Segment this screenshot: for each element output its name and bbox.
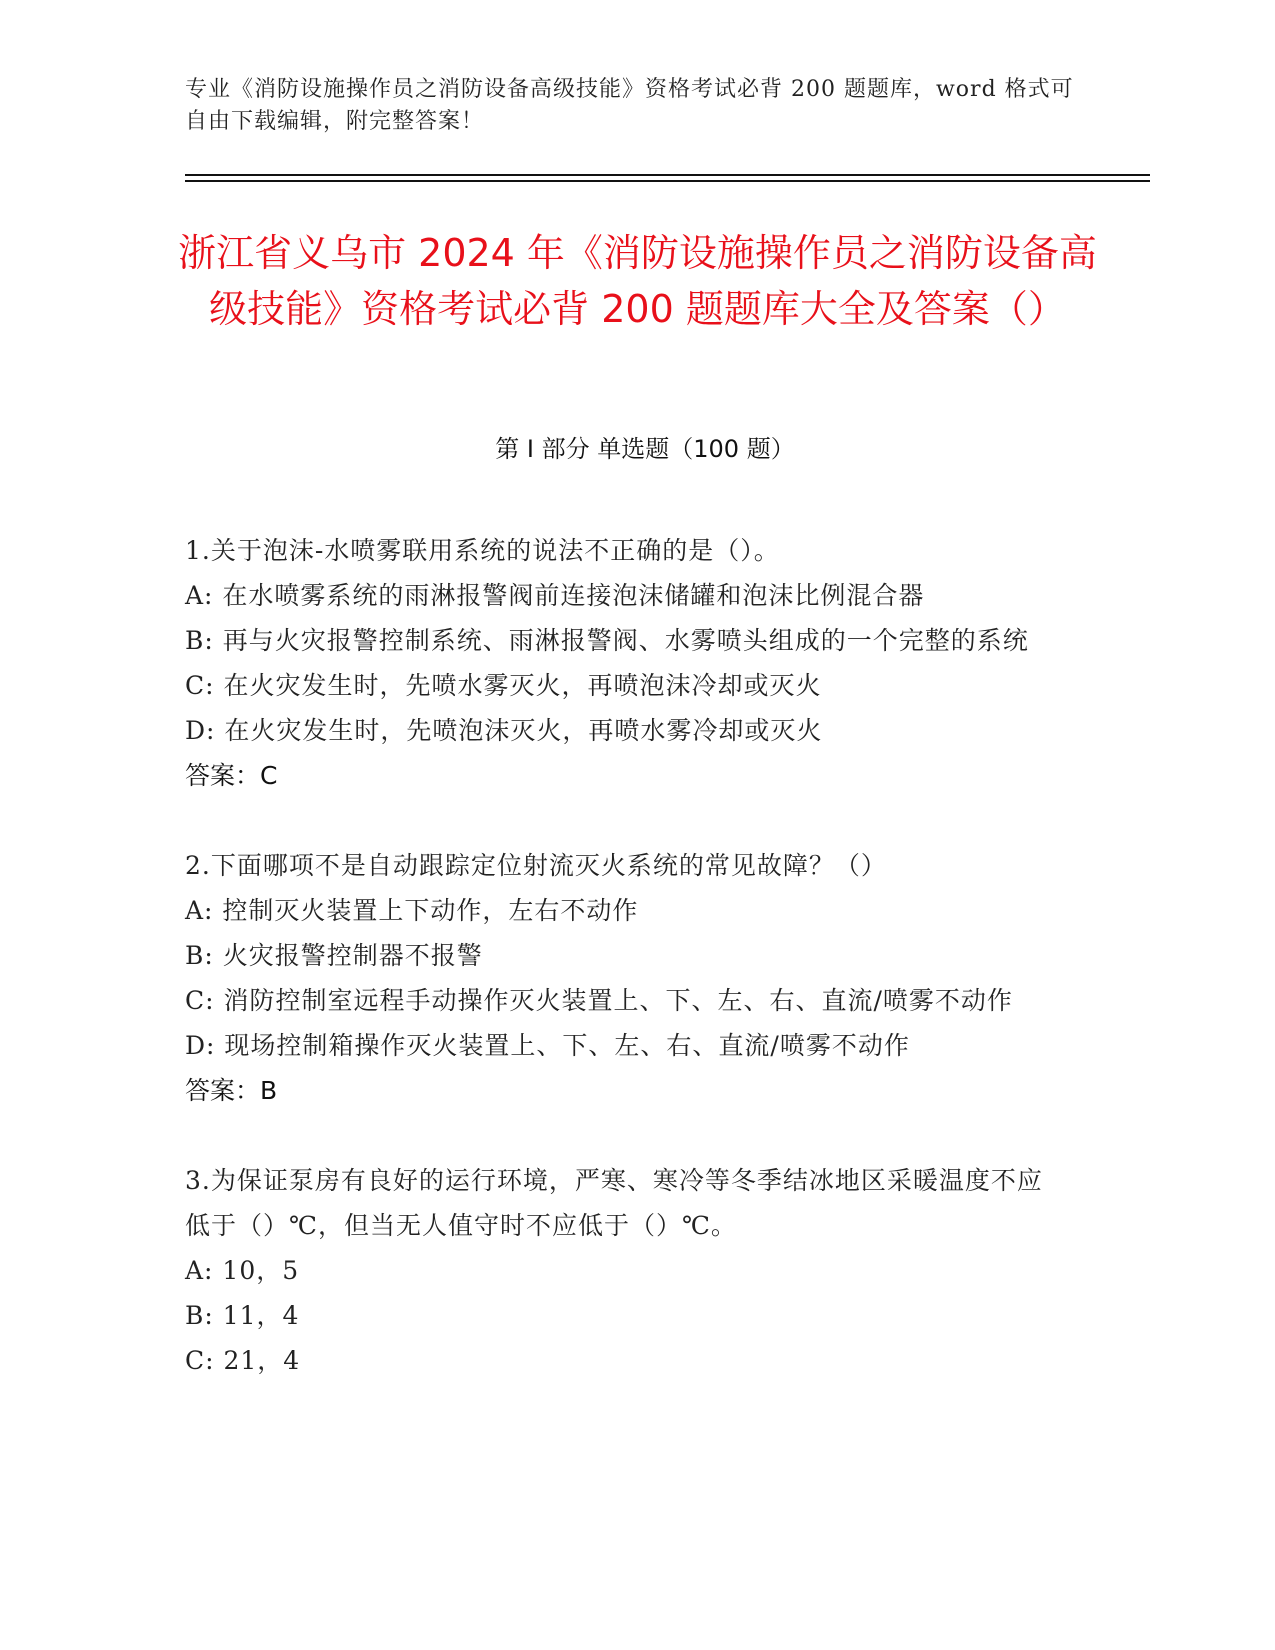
question-3 (185, 1158, 1065, 1383)
option-a: A: 在水喷雾系统的雨淋报警阀前连接泡沫储罐和泡沫比例混合器 (185, 581, 925, 610)
option-b: B: 11，4 (185, 1301, 300, 1330)
answer: 答案：B (185, 1076, 278, 1105)
option-d: D: 在火灾发生时，先喷泡沫灭火，再喷水雾冷却或灭火 (185, 716, 823, 745)
question-stem: 1.关于泡沫-水喷雾联用系统的说法不正确的是（）。 (185, 536, 780, 565)
question-1 (185, 528, 1065, 798)
header-note: 专业《消防设施操作员之消防设备高级技能》资格考试必背 200 题题库，word 格式可自由下载编辑，附完整答案！ (185, 77, 1074, 134)
option-c: C: 消防控制室远程手动操作灭火装置上、下、左、右、直流/喷雾不动作 (185, 986, 1013, 1015)
answer: 答案：C (185, 761, 278, 790)
option-a: A: 控制灭火装置上下动作，左右不动作 (185, 896, 639, 925)
question-list (185, 528, 1065, 1428)
option-d: D: 现场控制箱操作灭火装置上、下、左、右、直流/喷雾不动作 (185, 1031, 910, 1060)
question-stem: 3.为保证泵房有良好的运行环境，严寒、寒冷等冬季结冰地区采暖温度不应低于（）℃，但当无人值守时不应低于（）℃。 (185, 1166, 1043, 1240)
option-c: C: 21，4 (185, 1346, 301, 1375)
option-b: B: 火灾报警控制器不报警 (185, 941, 483, 970)
option-c: C: 在火灾发生时，先喷水雾灭火，再喷泡沫冷却或灭火 (185, 671, 822, 700)
question-2 (185, 843, 1065, 1113)
question-stem: 2.下面哪项不是自动跟踪定位射流灭火系统的常见故障？（） (185, 851, 887, 880)
document-title: 浙江省义乌市 2024 年《消防设施操作员之消防设备高级技能》资格考试必背 200 题题库大全及答案（） (178, 231, 1097, 331)
option-b: B: 再与火灾报警控制系统、雨淋报警阀、水雾喷头组成的一个完整的系统 (185, 626, 1029, 655)
option-a: A: 10，5 (185, 1256, 300, 1285)
header-divider-bottom (185, 180, 1150, 182)
header-divider-top (185, 174, 1150, 176)
section-title: 第 I 部分 单选题（100 题） (495, 435, 795, 463)
